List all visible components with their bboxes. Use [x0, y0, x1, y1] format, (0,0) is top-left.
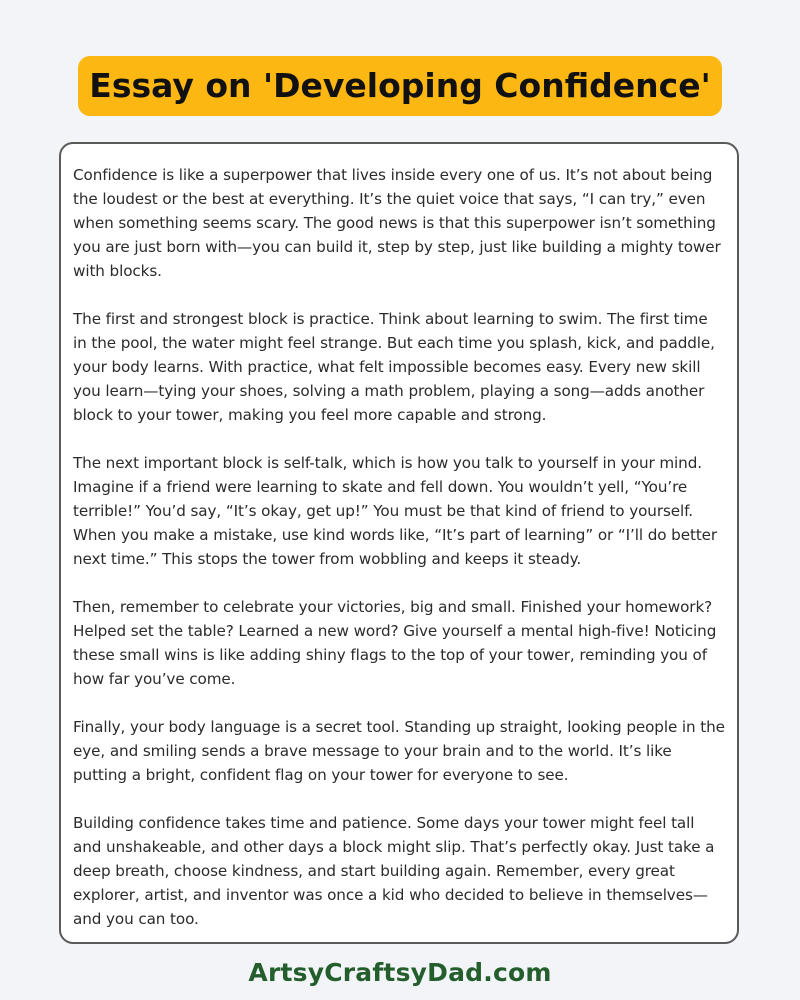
essay-box: [59, 142, 739, 944]
essay-paragraph-6: Building confidence takes time and patience. Some days your tower might feel tall and unshakeable, and other days a block might slip. That’s perfectly okay. Just take a deep breath, choose kindness, and start building again. Remember, every great explorer, artist, and inventor was once a kid who decided to believe in themselves—and you can too.: [73, 814, 715, 928]
page-title: Essay on 'Developing Confidence': [78, 56, 721, 116]
essay-paragraph-1: Confidence is like a superpower that lives inside every one of us. It’s not about being the loudest or the best at everything. It’s the quiet voice that says, “I can try,” even when something seems scary. The good news is that this superpower isn’t something you are just born with—you can build it, step by step, just like building a mighty tower with blocks.: [73, 166, 721, 280]
essay-paragraph-4: Then, remember to celebrate your victories, big and small. Finished your homework? Helped set the table? Learned a new word? Give yourself a mental high-five! Noticing these small wins is like adding shiny flags to the top of your tower, reminding you of how far you’ve come.: [73, 598, 717, 688]
essay-paragraph-5: Finally, your body language is a secret tool. Standing up straight, looking people in the eye, and smiling sends a brave message to your brain and to the world. It’s like putting a bright, confident flag on your tower for everyone to see.: [73, 718, 725, 784]
essay-paragraph-3: The next important block is self-talk, which is how you talk to yourself in your mind. Imagine if a friend were learning to skate and fell down. You wouldn’t yell, “You’re terrible!” You’d say, “It’s okay, get up!” You must be that kind of friend to yourself. When you make a mistake, use kind words like, “It’s part of learning” or “I’ll do better next time.” This stops the tower from wobbling and keeps it steady.: [73, 454, 718, 568]
essay-paragraph-2: The first and strongest block is practice. Think about learning to swim. The first time in the pool, the water might feel strange. But each time you splash, kick, and paddle, your body learns. With practice, what felt impossible becomes easy. Every new skill you learn—tying your shoes, solving a math problem, playing a song—adds another block to your tower, making you feel more capable and strong.: [73, 310, 715, 424]
title-container: [0, 56, 800, 116]
site-watermark: ArtsyCraftsyDad.com: [248, 958, 552, 987]
